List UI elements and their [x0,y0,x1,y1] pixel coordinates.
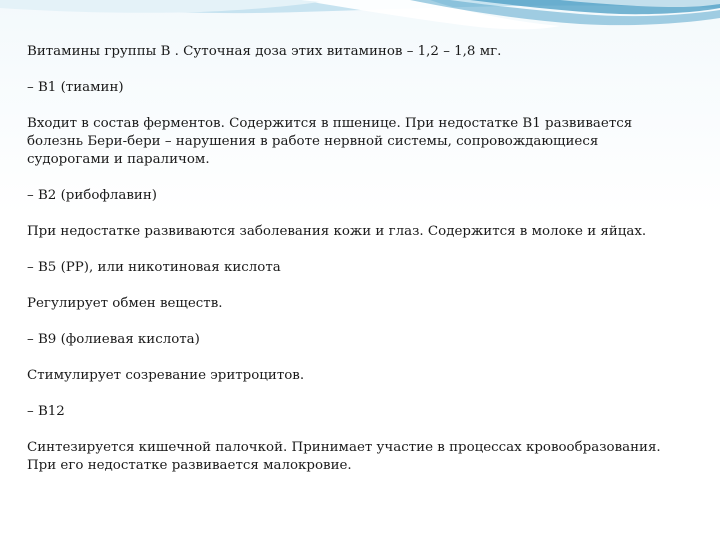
section-b5-text: Регулирует обмен веществ. [27,296,223,311]
section-b1-text: Входит в состав ферментов. Содержится в пшенице. При недостатке В1 развивается болезнь Бери-бери – нарушения в работе нервной системы, сопровождающиеся судорогами и параличом. [27,116,633,167]
intro-text: Витамины группы В . Суточная доза этих витаминов – 1,2 – 1,8 мг. [27,44,502,59]
section-b2-text: При недостатке развиваются заболевания кожи и глаз. Содержится в молоке и яйцах. [27,224,647,239]
section-b12-title: – В12 [27,404,65,419]
section-b12-text: Синтезируется кишечной палочкой. Принимает участие в процессах кровообразования. При его недостатке развивается малокровие. [27,440,661,473]
section-b1-title: – В1 (тиамин) [27,80,124,95]
slide-content [27,43,695,475]
section-b9-text: Стимулирует созревание эритроцитов. [27,368,305,383]
section-b2-title: – В2 (рибофлавин) [27,188,157,203]
section-b9-title: – В9 (фолиевая кислота) [27,332,200,347]
section-b5-title: – В5 (РР), или никотиновая кислота [27,260,281,275]
